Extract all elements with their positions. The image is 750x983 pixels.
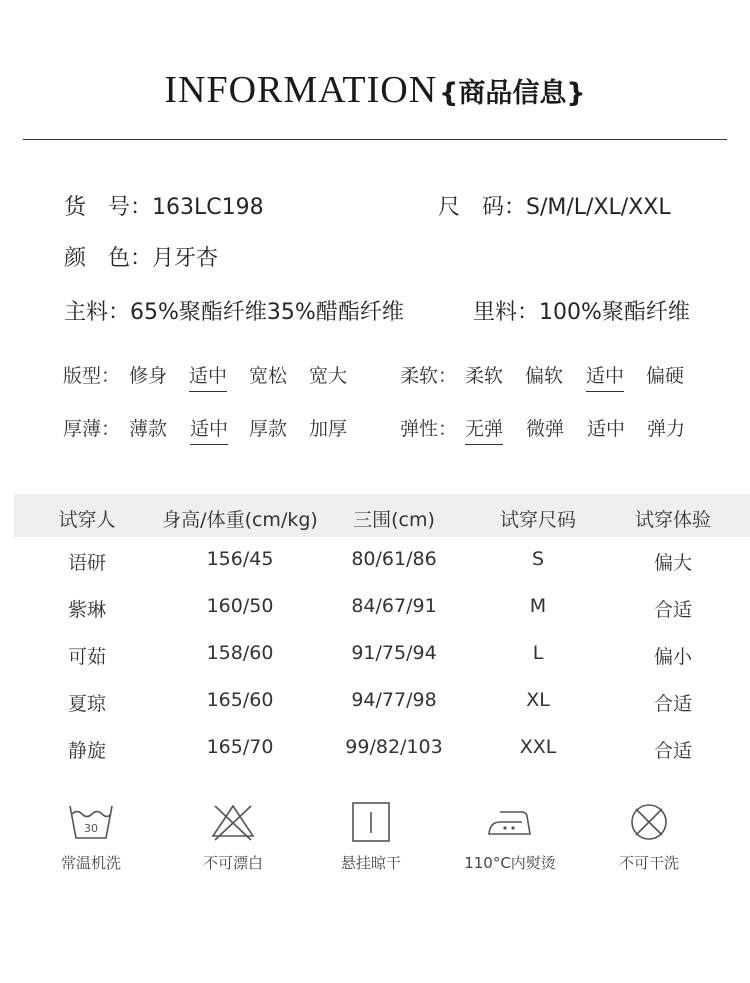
thickness-option: 薄款 (129, 418, 168, 440)
main-fabric-label: 主料： (64, 300, 131, 325)
elasticity-label: 弹性： (400, 418, 458, 440)
size-row (438, 190, 671, 221)
table-cell: 165/60 (206, 689, 274, 711)
main-fabric-row (64, 295, 404, 326)
item-number-label: 货 号： (64, 195, 153, 220)
care-label: 不可干洗 (618, 854, 679, 872)
fit-label: 版型： (63, 365, 121, 387)
table-cell: 158/60 (206, 642, 274, 664)
item-number-value: 163LC198 (152, 195, 264, 220)
table-cell: 紫琳 (67, 599, 107, 621)
table-cell: 99/82/103 (345, 736, 443, 758)
fit-option-selected: 适中 (189, 361, 227, 388)
softness-option: 柔软 (465, 365, 504, 387)
iron-medium-icon (486, 800, 534, 844)
lining-value: 100%聚酯纤维 (539, 300, 690, 325)
fit-option: 修身 (129, 365, 168, 387)
lining-label: 里料： (473, 300, 540, 325)
column-header: 试穿体验 (634, 509, 712, 531)
table-cell: 160/50 (206, 595, 274, 617)
softness-option: 偏软 (525, 365, 564, 387)
wash-30-icon (67, 800, 115, 844)
thickness-option: 加厚 (309, 418, 348, 440)
elasticity-option-selected: 无弹 (465, 414, 503, 441)
fit-attribute (63, 361, 348, 388)
thickness-option-selected: 适中 (190, 414, 228, 441)
softness-option: 偏硬 (646, 365, 685, 387)
table-cell: 合适 (653, 740, 693, 762)
title-divider (23, 139, 727, 140)
care-item (440, 800, 580, 873)
color-value: 月牙杏 (152, 246, 219, 271)
table-cell: 静旋 (67, 740, 107, 762)
table-cell: 84/67/91 (351, 595, 437, 617)
lining-row (473, 295, 690, 326)
softness-option-selected: 适中 (586, 361, 624, 388)
table-cell: 合适 (653, 693, 693, 715)
column-header: 试穿人 (58, 509, 116, 531)
table-cell: XL (526, 689, 550, 711)
elasticity-attribute (400, 414, 686, 441)
fit-option: 宽大 (309, 365, 348, 387)
care-item (21, 800, 161, 873)
table-cell: 80/61/86 (351, 548, 437, 570)
care-item (163, 800, 303, 873)
thickness-attribute (63, 414, 348, 441)
table-cell: 可茹 (67, 646, 107, 668)
title-english: INFORMATION (164, 69, 438, 111)
hang-dry-icon (347, 800, 395, 844)
softness-label: 柔软： (400, 365, 458, 387)
table-cell: 156/45 (206, 548, 274, 570)
color-label: 颜 色： (64, 246, 153, 271)
table-cell: M (529, 595, 547, 617)
size-label: 尺 码： (438, 195, 527, 220)
table-cell: XXL (519, 736, 557, 758)
item-number-row (64, 190, 264, 221)
table-cell: 偏大 (653, 552, 693, 574)
care-label: 110°C内熨烫 (464, 854, 556, 872)
column-header: 三围(cm) (353, 509, 435, 531)
thickness-option: 厚款 (249, 418, 288, 440)
care-label: 常温机洗 (60, 854, 121, 872)
table-cell: 语研 (67, 552, 107, 574)
wash-temperature: 30 (84, 822, 98, 835)
table-cell: 165/70 (206, 736, 274, 758)
column-header: 试穿尺码 (499, 509, 577, 531)
color-row (64, 241, 218, 272)
care-item (301, 800, 441, 873)
page-title (0, 68, 750, 112)
column-header: 身高/体重(cm/kg) (162, 509, 318, 531)
thickness-label: 厚薄： (63, 418, 121, 440)
size-value: S/M/L/XL/XXL (526, 195, 671, 220)
softness-attribute (400, 361, 685, 388)
elasticity-option: 适中 (587, 418, 626, 440)
table-cell: 偏小 (653, 646, 693, 668)
care-label: 悬挂晾干 (340, 854, 401, 872)
care-label: 不可漂白 (202, 854, 263, 872)
table-cell: L (532, 642, 544, 664)
no-bleach-icon (209, 800, 257, 844)
table-cell: 合适 (653, 599, 693, 621)
table-cell: S (531, 548, 545, 570)
title-chinese: {商品信息} (439, 77, 586, 109)
elasticity-option: 弹力 (647, 418, 686, 440)
table-cell: 91/75/94 (351, 642, 437, 664)
fit-option: 宽松 (249, 365, 288, 387)
no-dry-clean-icon (625, 800, 673, 844)
main-fabric-value: 65%聚酯纤维35%醋酯纤维 (130, 300, 404, 325)
table-cell: 94/77/98 (351, 689, 437, 711)
care-item (579, 800, 719, 873)
table-cell: 夏琼 (67, 693, 107, 715)
elasticity-option: 微弹 (526, 418, 565, 440)
